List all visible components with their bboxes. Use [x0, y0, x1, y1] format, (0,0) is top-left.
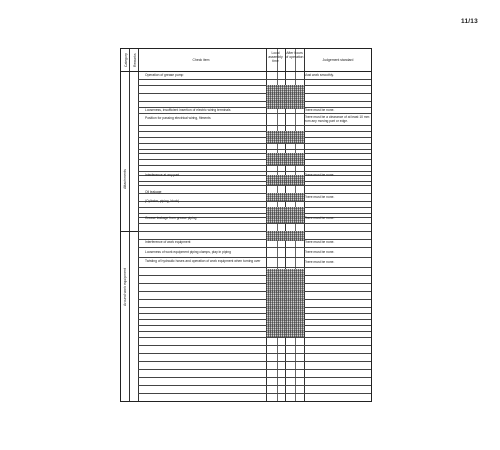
shaded-block-3: [266, 153, 304, 165]
check-item-grease-pump: Operation of grease pump: [145, 73, 184, 77]
standard-grease-pump: Must work smoothly.: [304, 73, 334, 77]
row-line: [138, 181, 371, 182]
row-line: [138, 291, 371, 292]
row-line: [138, 385, 371, 386]
row-line: [138, 275, 371, 276]
standard-piping-clamps: There must be none.: [304, 250, 335, 254]
row-line: [138, 131, 371, 132]
header-remarks: Remarks: [133, 53, 137, 67]
header-bottom-line: [121, 71, 371, 72]
shaded-block-1: [266, 85, 304, 109]
row-line: [138, 85, 371, 86]
category-attachments: Attachments: [122, 169, 127, 189]
check-item-wiring-terminals: Looseness, insufficient insertion of electric wiring terminals: [145, 108, 231, 112]
check-item-oil-leakage-detail: (Cylinder, piping, block): [145, 199, 180, 203]
row-line: [138, 137, 371, 138]
header-local-assembly-time: Local assembly time: [268, 51, 283, 64]
row-line: [138, 299, 371, 300]
header-check-item: Check item: [192, 58, 210, 62]
row-line: [138, 319, 371, 320]
row-line: [138, 213, 371, 214]
shaded-block-2: [266, 131, 304, 143]
row-line: [138, 231, 371, 232]
row-line: [138, 143, 371, 144]
row-line: [138, 93, 371, 94]
shaded-block-9: [266, 269, 304, 313]
shaded-block-7: [266, 217, 304, 223]
header-category: Category: [124, 53, 128, 67]
row-line: [138, 337, 371, 338]
standard-wiring-terminals: There must be none.: [304, 108, 335, 112]
row-line: [138, 171, 371, 172]
shaded-block-6: [266, 207, 304, 217]
standard-oil-leakage: There must be none.: [304, 195, 335, 199]
row-line: [138, 79, 371, 80]
check-item-work-equipment-interference: Interference of work equipment: [145, 240, 191, 244]
row-line: [138, 247, 371, 248]
row-line: [138, 307, 371, 308]
category-work-equipment: Around work equipment: [122, 268, 127, 306]
row-line: [138, 313, 371, 314]
standard-grease-leakage: There must be none.: [304, 216, 335, 220]
row-line: [138, 393, 371, 394]
shaded-block-8: [266, 231, 304, 241]
row-line: [138, 369, 371, 370]
row-line: [138, 377, 371, 378]
row-line: [138, 159, 371, 160]
row-line: [138, 353, 371, 354]
standard-hydraulic-hoses: There must be none.: [304, 260, 335, 264]
row-line: [138, 223, 371, 224]
header-after-hours: After hours of operation: [285, 51, 304, 60]
row-line: [138, 361, 371, 362]
check-item-wiring-position: Position for passing electrical wiring, fitments: [145, 116, 211, 120]
row-line: [138, 267, 371, 268]
row-line: [138, 325, 371, 326]
row-line: [138, 101, 371, 102]
inspection-checklist-table: [120, 48, 372, 402]
row-line: [138, 149, 371, 150]
check-item-oil-leakage: Oil leakage: [145, 190, 162, 194]
standard-wiring-position: There must be a clearance of at least 10 mm from any moving part or edge.: [304, 115, 370, 123]
page-number: 11/13: [461, 18, 478, 25]
header-judgement-standard: Judgement standard: [322, 58, 354, 62]
check-item-piping-clamps: Looseness of work equipment piping clamps, play in piping: [145, 250, 231, 254]
check-item-grease-leakage: Grease leakage from grease piping: [145, 216, 197, 220]
standard-work-equipment-interference: There must be none.: [304, 240, 335, 244]
row-line: [138, 331, 371, 332]
row-line: [138, 257, 371, 258]
row-line: [138, 153, 371, 154]
shaded-block-4: [266, 175, 304, 185]
row-line: [138, 193, 371, 194]
check-item-interference: Interference at any part: [145, 173, 180, 177]
standard-interference: There must be none.: [304, 173, 335, 177]
row-line: [138, 345, 371, 346]
col-divider-category: [129, 49, 130, 401]
row-line: [138, 283, 371, 284]
row-line: [138, 113, 371, 114]
row-line: [138, 165, 371, 166]
shaded-block-5: [266, 193, 304, 201]
shaded-block-10: [266, 313, 304, 337]
row-line: [138, 185, 371, 186]
check-item-hydraulic-hoses: Twisting of hydraulic hoses and operation of work equipment when turning over: [145, 259, 261, 263]
row-line: [138, 207, 371, 208]
row-line: [138, 125, 371, 126]
